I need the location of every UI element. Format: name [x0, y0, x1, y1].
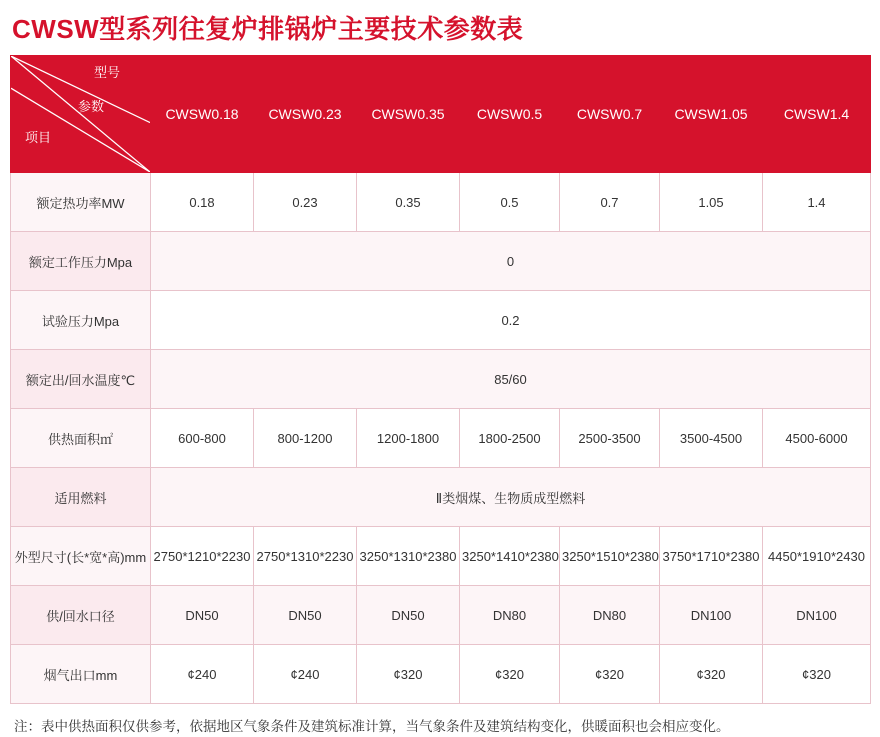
row-label: 供/回水口径 — [11, 586, 151, 645]
cell-value: 3250*1310*2380 — [357, 527, 460, 586]
table-row — [11, 291, 871, 350]
header-item-label: 项目 — [25, 130, 52, 146]
row-label: 供热面积㎡ — [11, 409, 151, 468]
row-label: 额定工作压力Mpa — [11, 232, 151, 291]
cell-value: ¢240 — [151, 645, 254, 704]
cell-value-merged: 85/60 — [151, 350, 871, 409]
table-body — [11, 56, 871, 704]
cell-value: ¢240 — [254, 645, 357, 704]
cell-value: 2500-3500 — [560, 409, 660, 468]
header-model-1: CWSW0.23 — [254, 56, 357, 173]
row-label: 试验压力Mpa — [11, 291, 151, 350]
header-model-label: 型号 — [93, 65, 120, 81]
cell-value: 0.7 — [560, 173, 660, 232]
cell-value: DN80 — [460, 586, 560, 645]
cell-value: 1800-2500 — [460, 409, 560, 468]
cell-value: 600-800 — [151, 409, 254, 468]
cell-value: ¢320 — [763, 645, 871, 704]
cell-value-merged: Ⅱ类烟煤、生物质成型燃料 — [151, 468, 871, 527]
table-row — [11, 468, 871, 527]
page-title: CWSW型系列往复炉排锅炉主要技术参数表 — [12, 14, 524, 44]
table-row — [11, 409, 871, 468]
header-model-0: CWSW0.18 — [151, 56, 254, 173]
cell-value: 4450*1910*2430 — [763, 527, 871, 586]
row-label: 烟气出口mm — [11, 645, 151, 704]
row-label: 额定热功率MW — [11, 173, 151, 232]
header-model-6: CWSW1.4 — [763, 56, 871, 173]
cell-value: 3250*1510*2380 — [560, 527, 660, 586]
cell-value: DN100 — [763, 586, 871, 645]
cell-value: DN50 — [254, 586, 357, 645]
row-label: 外型尺寸(长*宽*高)mm — [11, 527, 151, 586]
cell-value: 2750*1310*2230 — [254, 527, 357, 586]
header-model-2: CWSW0.35 — [357, 56, 460, 173]
cell-value: ¢320 — [560, 645, 660, 704]
cell-value: ¢320 — [660, 645, 763, 704]
cell-value: 3500-4500 — [660, 409, 763, 468]
cell-value: 1.4 — [763, 173, 871, 232]
cell-value: DN50 — [151, 586, 254, 645]
footnote: 注：表中供热面积仅供参考，依据地区气象条件及建筑标准计算，当气象条件及建筑结构变化，供暖面积也会相应变化。 — [14, 719, 730, 735]
cell-value: 0.35 — [357, 173, 460, 232]
row-label: 额定出/回水温度℃ — [11, 350, 151, 409]
header-model-3: CWSW0.5 — [460, 56, 560, 173]
cell-value-merged: 0 — [151, 232, 871, 291]
cell-value: 3250*1410*2380 — [460, 527, 560, 586]
cell-value: 0.5 — [460, 173, 560, 232]
table-row — [11, 586, 871, 645]
cell-value: 1.05 — [660, 173, 763, 232]
cell-value: 800-1200 — [254, 409, 357, 468]
header-corner-cell — [11, 56, 151, 173]
cell-value: DN80 — [560, 586, 660, 645]
cell-value-merged: 0.2 — [151, 291, 871, 350]
cell-value: ¢320 — [357, 645, 460, 704]
specification-table — [10, 55, 871, 704]
table-row — [11, 645, 871, 704]
cell-value: 0.18 — [151, 173, 254, 232]
row-label: 适用燃料 — [11, 468, 151, 527]
header-param-label: 参数 — [77, 99, 104, 115]
cell-value: ¢320 — [460, 645, 560, 704]
table-row — [11, 527, 871, 586]
cell-value: 1200-1800 — [357, 409, 460, 468]
table-row — [11, 350, 871, 409]
cell-value: DN50 — [357, 586, 460, 645]
cell-value: 4500-6000 — [763, 409, 871, 468]
cell-value: 0.23 — [254, 173, 357, 232]
cell-value: DN100 — [660, 586, 763, 645]
table-header-row — [11, 56, 871, 173]
header-model-4: CWSW0.7 — [560, 56, 660, 173]
cell-value: 3750*1710*2380 — [660, 527, 763, 586]
header-model-5: CWSW1.05 — [660, 56, 763, 173]
table-row — [11, 173, 871, 232]
table-row — [11, 232, 871, 291]
cell-value: 2750*1210*2230 — [151, 527, 254, 586]
